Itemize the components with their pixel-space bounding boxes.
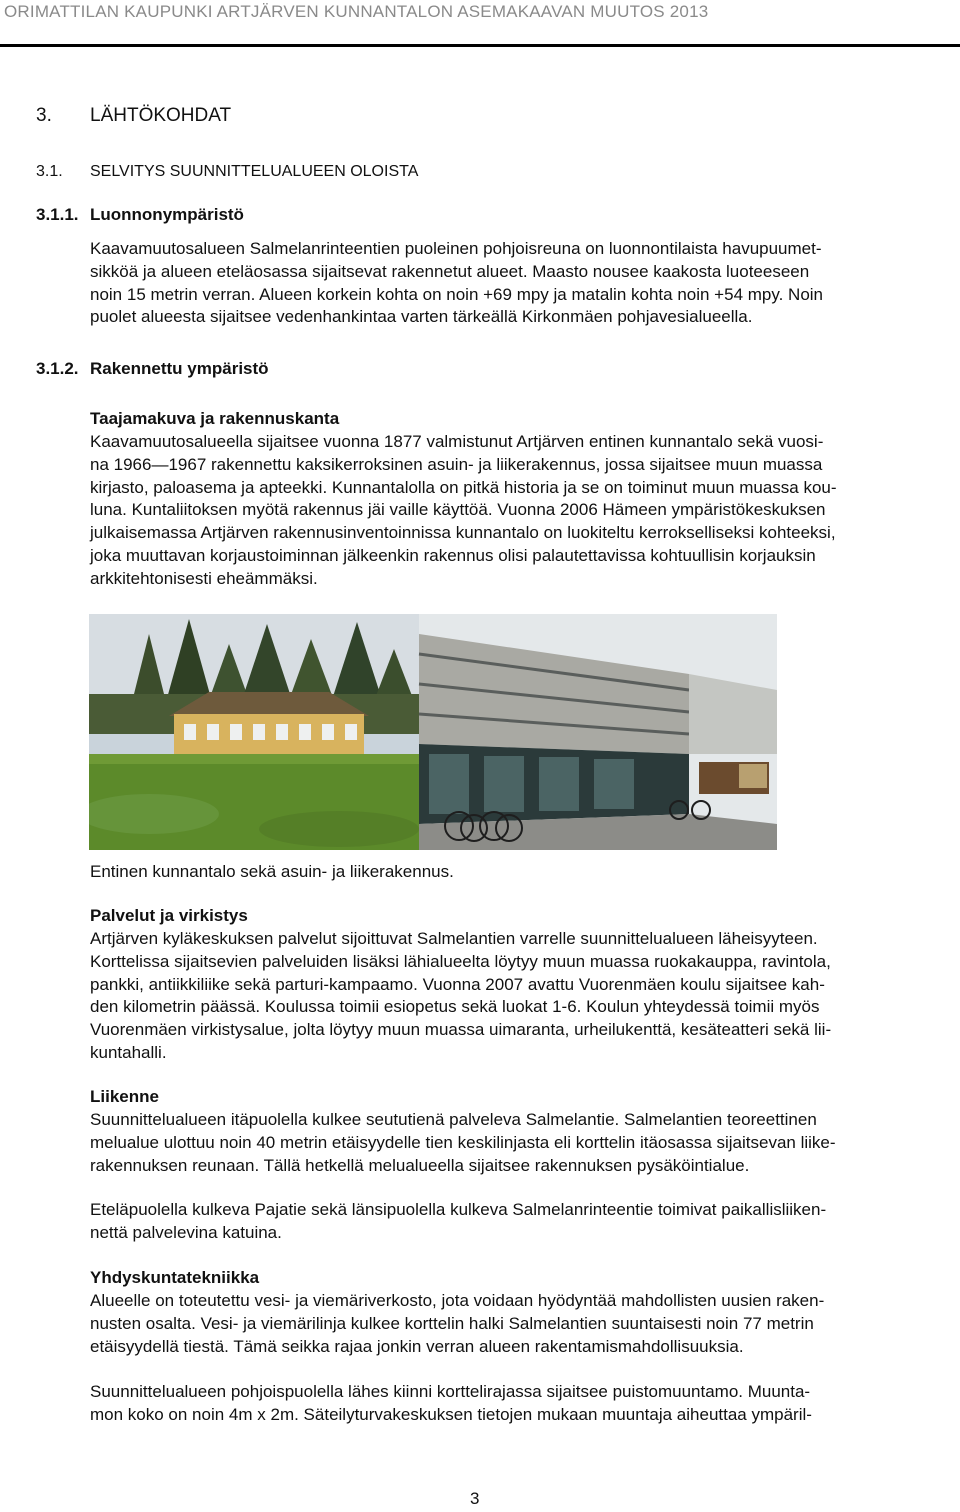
- text-line: melualue ulottuu noin 40 metrin etäisyydelle tien keskilinjasta eli korttelin itäosassa sijaitsevan liike-: [90, 1132, 836, 1152]
- section-number: 3.1.: [36, 163, 63, 180]
- text-line: na 1966—1967 rakennettu kaksikerroksinen asuin- ja liikerakennus, jossa sijaitsee muun muassa: [90, 454, 823, 474]
- text-line: Kaavamuutosalueen Salmelanrinteentien puoleinen pohjoisreuna on luonnontilaista havupuumet-: [90, 239, 822, 258]
- text-line: noin 15 metrin verran. Alueen korkein kohta on noin +69 mpy ja matalin kohta noin +54 mpy. Noin: [90, 284, 824, 304]
- text-line: julkaisemassa Artjärven rakennusinventoinnissa kunnantalo on luokiteltu kerrokselliseksi kohteeksi,: [90, 523, 836, 543]
- infra-heading: Yhdyskuntatekniikka: [90, 1268, 260, 1287]
- infra-paragraph: [90, 1290, 952, 1358]
- traffic-heading: Liikenne: [90, 1087, 159, 1106]
- traffic-paragraph: [90, 1109, 952, 1177]
- section-title: Rakennettu ympäristö: [90, 359, 269, 378]
- text-line: joka muuttavan korjaustoiminnan jälkeenkin rakennus olisi palautettavissa kohtuullisin korjauksin: [90, 545, 816, 565]
- text-line: Suunnittelualueen pohjoispuolella lähes kiinni korttelirajassa sijaitsee puistomuuntamo. Muunta-: [90, 1382, 811, 1401]
- text-line: Suunnittelualueen itäpuolella kulkee seututienä palveleva Salmelantie. Salmelantien teoreettinen: [90, 1110, 817, 1129]
- text-line: pankki, antiikkiliike sekä parturi-kampaamo. Vuonna 2007 avattu Vuorenmäen koulu sijaitsee kah-: [90, 974, 825, 994]
- traffic-paragraph-2: [90, 1199, 952, 1245]
- text-line: Alueelle on toteutettu vesi- ja viemäriverkosto, jota voidaan hyödyntää mahdollisten uusien raken-: [90, 1291, 825, 1310]
- header-rule: [0, 44, 960, 47]
- townscape-paragraph: [90, 431, 952, 591]
- text-line: nusten osalta. Vesi- ja viemärilinja kulkee korttelin halki Salmelantien suuntaisesti noin 77 metrin: [90, 1313, 814, 1333]
- text-line: kirjasto, paloasema ja apteekki. Kunnantalolla on pitkä historia ja se on toiminut muun muassa kou-: [90, 477, 837, 497]
- commercial-building-photo: [419, 614, 777, 850]
- infra-paragraph-2: [90, 1381, 952, 1427]
- text-line: luna. Kuntaliitoksen myötä rakennus jäi vaille käyttöä. Vuonna 2006 Hämeen ympäristökeskuksen: [90, 500, 826, 520]
- text-line: Eteläpuolella kulkeva Pajatie sekä länsipuolella kulkeva Salmelanrinteentie toimivat paikallisliiken-: [90, 1200, 827, 1219]
- section-number: 3.: [36, 105, 52, 126]
- services-heading: Palvelut ja virkistys: [90, 906, 248, 925]
- section-heading-3-1-2: [36, 357, 269, 381]
- text-line: arkkitehtonisesti eheämmäksi.: [90, 568, 318, 588]
- townscape-heading: Taajamakuva ja rakennuskanta: [90, 409, 340, 428]
- text-line: rakennuksen reunaan. Tällä hetkellä melualueella sijaitsee rakennuksen pysäköintialue.: [90, 1155, 750, 1175]
- figure-caption: Entinen kunnantalo sekä asuin- ja liikerakennus.: [90, 862, 454, 881]
- text-line: puolet alueesta sijaitsee vedenhankintaa varten tärkeällä Kirkonmäen pohjavesialueella.: [90, 307, 753, 327]
- page-number: 3: [470, 1489, 480, 1508]
- section-number: 3.1.2.: [36, 359, 79, 378]
- text-line: Artjärven kyläkeskuksen palvelut sijoittuvat Salmelantien varrelle suunnittelualueen läheisyyteen.: [90, 929, 818, 948]
- text-line: sikköä ja alueen eteläosassa sijaitsevat rakennetut alueet. Maasto nousee kaakosta luoteeseen: [90, 261, 810, 281]
- section-title: Luonnonympäristö: [90, 205, 244, 224]
- text-line: den kilometrin päässä. Koulussa toimii esiopetus sekä luokat 1-6. Koulun yhteydessä toimii myös: [90, 997, 820, 1017]
- services-paragraph: [90, 928, 952, 1065]
- section-heading-3-1: [36, 160, 418, 184]
- section-title: LÄHTÖKOHDAT: [90, 105, 232, 126]
- text-line: Korttelissa sijaitsevien palveluiden lisäksi lähialueelta löytyy muun muassa ruokakauppa, ravintola,: [90, 951, 831, 971]
- text-line: Kaavamuutosalueella sijaitsee vuonna 1877 valmistunut Artjärven entinen kunnantalo sekä vuosi-: [90, 432, 824, 451]
- section-heading-3: [36, 103, 231, 129]
- section-number: 3.1.1.: [36, 205, 79, 224]
- nature-paragraph: [90, 238, 952, 329]
- old-town-hall-photo: [89, 614, 419, 850]
- section-heading-3-1-1: [36, 203, 244, 227]
- text-line: kuntahalli.: [90, 1042, 167, 1062]
- text-line: etäisyydellä tiestä. Tämä seikka rajaa jonkin verran alueen rakentamismahdollisuuksia.: [90, 1336, 744, 1356]
- section-title: SELVITYS SUUNNITTELUALUEEN OLOISTA: [90, 163, 419, 180]
- text-line: mon koko on noin 4m x 2m. Säteilyturvakeskuksen tietojen mukaan muuntaja aiheuttaa ympäril-: [90, 1404, 812, 1424]
- running-header: ORIMATTILAN KAUPUNKI ARTJÄRVEN KUNNANTALON ASEMAKAAVAN MUUTOS 2013: [4, 2, 709, 21]
- buildings-photo: [89, 614, 777, 850]
- text-line: Vuorenmäen virkistysalue, jolta löytyy muun muassa uimaranta, urheilukenttä, kesäteatteri sekä lii-: [90, 1020, 832, 1040]
- text-line: nettä palvelevina katuina.: [90, 1222, 282, 1242]
